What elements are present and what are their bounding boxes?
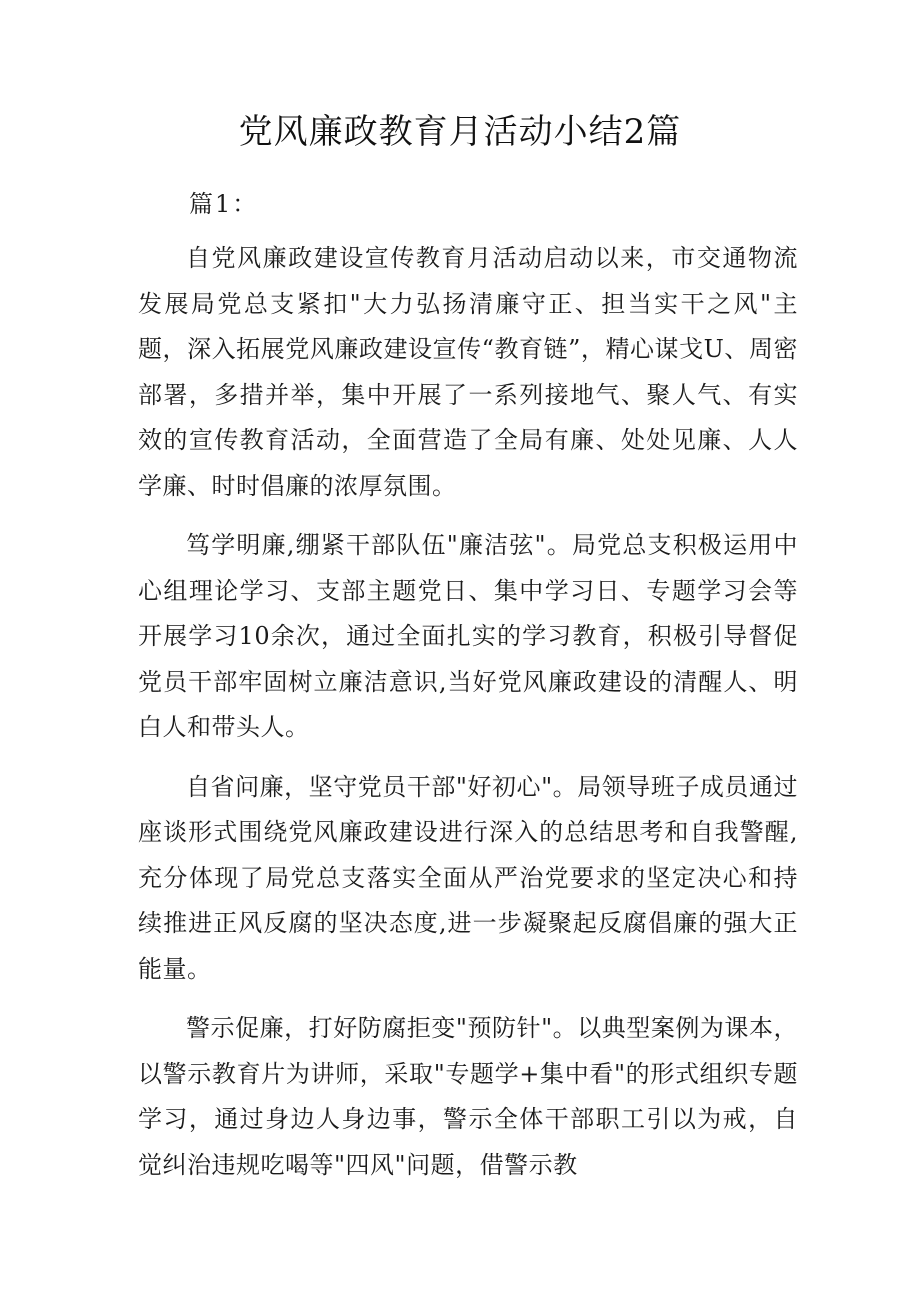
document-title: 党风廉政教育月活动小结2篇 xyxy=(238,112,682,152)
document-body xyxy=(138,236,798,1202)
paragraph-study: 笃学明廉,绷紧干部队伍"廉洁弦"。局党总支积极运用中心组理论学习、支部主题党日、集中学习日、专题学习会等开展学习10余次，通过全面扎实的学习教育，积极引导督促党员干部牢固树立廉洁意识,当好党风廉政建设的清醒人、明白人和带头人。 xyxy=(138,531,798,741)
paragraph-intro: 自党风廉政建设宣传教育月活动启动以来，市交通物流发展局党总支紧扣"大力弘扬清廉守正、担当实干之风"主题，深入拓展党风廉政建设宣传“教育链”，精心谋戈U、周密部署，多措并举，集中开展了一系列接地气、聚人气、有实效的宣传教育活动，全面营造了全局有廉、处处见廉、人人学廉、时时倡廉的浓厚氛围。 xyxy=(138,244,798,500)
paragraph-warning: 警示促廉，打好防腐拒变"预防针"。以典型案例为课本，以警示教育片为讲师，采取"专题学+集中看"的形式组织专题学习，通过身边人身边事，警示全体干部职工引以为戒，自觉纠治违规吃喝等"四风"问题，借警示教 xyxy=(138,1014,798,1179)
paragraph-reflection: 自省问廉，坚守党员干部"好初心"。局领导班子成员通过座谈形式围绕党风廉政建设进行深入的总结思考和自我警醒,充分体现了局党总支落实全面从严治党要求的坚定决心和持续推进正风反腐的坚决态度,进一步凝聚起反腐倡廉的强大正能量。 xyxy=(138,772,798,983)
section-label: 篇1： xyxy=(189,190,259,218)
